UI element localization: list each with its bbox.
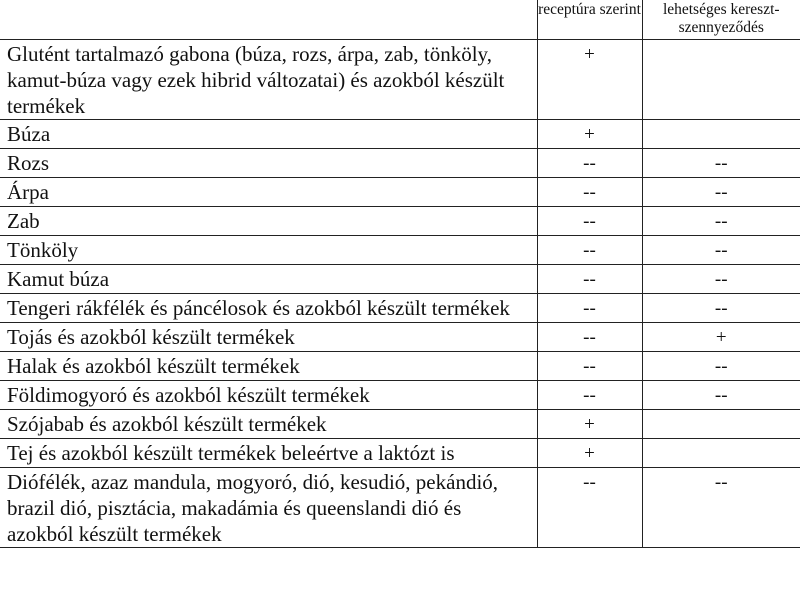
table-row: [0, 236, 800, 265]
allergen-label: Tej és azokból készült termékek beleértve a laktózt is: [0, 439, 537, 468]
cross-contamination-mark: [642, 410, 800, 439]
cross-contamination-mark: [642, 439, 800, 468]
allergen-label: Tojás és azokból készült termékek: [0, 323, 537, 352]
recipe-mark: --: [537, 381, 642, 410]
cross-contamination-mark: --: [642, 468, 800, 548]
allergen-label: Tönköly: [0, 236, 537, 265]
cross-contamination-mark: --: [642, 236, 800, 265]
cross-contamination-mark: --: [642, 294, 800, 323]
header-recipe: receptúra szerint: [537, 0, 642, 40]
recipe-mark: +: [537, 40, 642, 120]
allergen-label: Halak és azokból készült termékek: [0, 352, 537, 381]
table-row: [0, 294, 800, 323]
allergen-label: Árpa: [0, 178, 537, 207]
allergen-label: Diófélék, azaz mandula, mogyoró, dió, kesudió, pekándió, brazil dió, pisztácia, makadámia és queenslandi dió és azokból készült termékek: [0, 468, 537, 548]
allergen-label: Szójabab és azokból készült termékek: [0, 410, 537, 439]
allergen-label: Rozs: [0, 149, 537, 178]
cross-contamination-mark: [642, 40, 800, 120]
table-row: [0, 352, 800, 381]
table-row: [0, 120, 800, 149]
recipe-mark: --: [537, 236, 642, 265]
recipe-mark: +: [537, 439, 642, 468]
allergen-label: Zab: [0, 207, 537, 236]
cross-contamination-mark: [642, 120, 800, 149]
cross-contamination-mark: +: [642, 323, 800, 352]
table-row: [0, 439, 800, 468]
recipe-mark: --: [537, 294, 642, 323]
recipe-mark: --: [537, 265, 642, 294]
cross-contamination-mark: --: [642, 381, 800, 410]
cross-contamination-mark: --: [642, 178, 800, 207]
recipe-mark: --: [537, 468, 642, 548]
table-row: [0, 40, 800, 120]
table-row: [0, 178, 800, 207]
cross-contamination-mark: --: [642, 149, 800, 178]
allergen-label: Búza: [0, 120, 537, 149]
table-row: [0, 207, 800, 236]
table-row: [0, 265, 800, 294]
allergen-label: Kamut búza: [0, 265, 537, 294]
table-row: [0, 410, 800, 439]
cross-contamination-mark: --: [642, 352, 800, 381]
header-blank-cell: [0, 0, 537, 40]
table-row: [0, 149, 800, 178]
recipe-mark: --: [537, 352, 642, 381]
cross-contamination-mark: --: [642, 207, 800, 236]
table-row: [0, 323, 800, 352]
recipe-mark: --: [537, 178, 642, 207]
header-cross-contamination: lehetséges kereszt-szennyeződés: [642, 0, 800, 40]
recipe-mark: --: [537, 207, 642, 236]
recipe-mark: +: [537, 410, 642, 439]
table-row: [0, 381, 800, 410]
recipe-mark: --: [537, 323, 642, 352]
allergen-label: Földimogyoró és azokból készült termékek: [0, 381, 537, 410]
table-row: [0, 468, 800, 548]
recipe-mark: --: [537, 149, 642, 178]
allergen-label: Tengeri rákfélék és páncélosok és azokból készült termékek: [0, 294, 537, 323]
recipe-mark: +: [537, 120, 642, 149]
cross-contamination-mark: --: [642, 265, 800, 294]
allergen-label: Glutént tartalmazó gabona (búza, rozs, árpa, zab, tönköly, kamut-búza vagy ezek hibrid változatai) és azokból készült termékek: [0, 40, 537, 120]
header-row: [0, 0, 800, 40]
